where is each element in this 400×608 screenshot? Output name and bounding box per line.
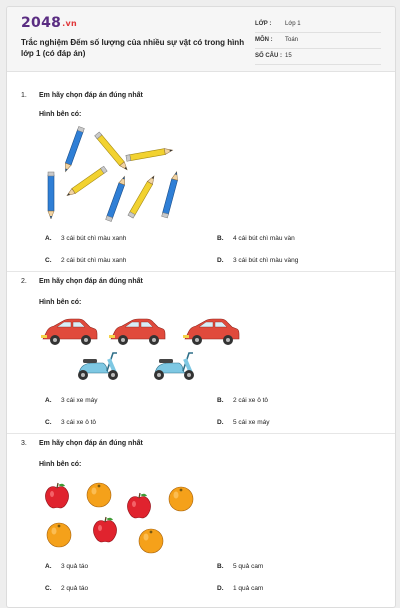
question-number: 2.: [21, 278, 27, 285]
answer-option-a[interactable]: [45, 561, 88, 573]
answer-option-a[interactable]: [45, 233, 126, 245]
pencil-yellow: [128, 174, 157, 218]
car-red: [41, 319, 97, 345]
option-letter: D.: [217, 585, 224, 592]
site-logo[interactable]: [21, 15, 77, 31]
option-letter: B.: [217, 397, 224, 404]
option-letter: D.: [217, 419, 224, 426]
meta-row-subject: [255, 33, 381, 49]
meta-key: MÔN :: [255, 37, 273, 43]
option-text: 3 cái xe ô tô: [61, 419, 97, 426]
pencil-yellow: [126, 147, 173, 161]
question-sub: Hình bên có:: [39, 299, 82, 306]
option-text: 1 quả cam: [233, 585, 264, 592]
answer-option-b[interactable]: [217, 395, 268, 407]
meta-key: LỚP :: [255, 21, 272, 27]
option-text: 3 quả táo: [61, 563, 89, 570]
car-red: [109, 319, 165, 345]
orange: [139, 529, 163, 553]
apple: [127, 493, 150, 518]
option-text: 5 cái xe máy: [233, 419, 270, 426]
option-text: 2 quả táo: [61, 585, 89, 592]
question-prompt: Em hãy chọn đáp án đúng nhất: [39, 92, 143, 99]
question-2: [21, 275, 383, 426]
option-text: 5 quả cam: [233, 563, 264, 570]
meta-row-count: [255, 49, 381, 65]
section-divider: [7, 271, 395, 272]
option-letter: C.: [45, 257, 52, 264]
answer-option-d[interactable]: [217, 417, 270, 429]
meta-value: Toán: [285, 37, 299, 43]
meta-value: Lớp 1: [285, 21, 301, 27]
worksheet-page: [6, 6, 396, 608]
question-sub: Hình bên có:: [39, 111, 82, 118]
pencil-yellow: [95, 132, 130, 172]
pencil-blue: [106, 175, 128, 221]
apple: [45, 483, 68, 508]
fruits-image: [43, 481, 203, 553]
answer-option-a[interactable]: [45, 395, 98, 407]
question-prompt: Em hãy chọn đáp án đúng nhất: [39, 278, 143, 285]
option-letter: A.: [45, 397, 52, 404]
apple: [93, 517, 116, 542]
answer-option-d[interactable]: [217, 255, 298, 267]
question-header: [21, 89, 383, 103]
pencil-blue: [63, 126, 85, 172]
pencils-image: [45, 131, 205, 225]
question-number: 3.: [21, 440, 27, 447]
option-text: 4 cái bút chì màu vàn: [233, 235, 295, 242]
option-text: 2 cái xe ô tô: [233, 397, 269, 404]
option-text: 3 cái xe máy: [61, 397, 98, 404]
option-letter: D.: [217, 257, 224, 264]
scooter-blue: [154, 353, 194, 380]
meta-row-class: [255, 17, 381, 33]
orange: [47, 523, 71, 547]
option-letter: A.: [45, 235, 52, 242]
answer-option-c[interactable]: [45, 417, 96, 429]
pencil-blue: [162, 171, 180, 218]
question-sub: Hình bên có:: [39, 461, 82, 468]
option-letter: C.: [45, 585, 52, 592]
option-letter: B.: [217, 563, 224, 570]
orange: [169, 487, 193, 511]
section-divider: [7, 433, 395, 434]
pencil-yellow: [65, 166, 107, 198]
question-number: 1.: [21, 92, 27, 99]
option-letter: A.: [45, 563, 52, 570]
answer-option-b[interactable]: [217, 561, 263, 573]
option-letter: C.: [45, 419, 52, 426]
car-red: [183, 319, 239, 345]
worksheet-header: [7, 7, 395, 72]
orange: [87, 483, 111, 507]
answer-option-c[interactable]: [45, 255, 126, 267]
meta-table: [255, 17, 381, 65]
option-text: 3 cái bút chì màu vàng: [233, 257, 299, 264]
meta-key: SỐ CÂU :: [255, 53, 282, 59]
answer-option-b[interactable]: [217, 233, 295, 245]
option-text: 3 cái bút chì màu xanh: [61, 235, 127, 242]
question-3: [21, 437, 383, 592]
question-prompt: Em hãy chọn đáp án đúng nhất: [39, 440, 143, 447]
question-header: [21, 275, 383, 289]
scooter-blue: [78, 353, 118, 380]
meta-value: 15: [285, 53, 292, 59]
option-letter: B.: [217, 235, 224, 242]
question-1: [21, 89, 383, 264]
answer-option-d[interactable]: [217, 583, 263, 595]
question-header: [21, 437, 383, 451]
logo-number: 2048: [21, 15, 62, 31]
option-text: 2 cái bút chì màu xanh: [61, 257, 127, 264]
document-title: Trắc nghiệm Đếm số lượng của nhiều sự vật có trong hình lớp 1 (có đáp án): [21, 38, 245, 58]
pencil-blue: [48, 172, 54, 219]
answer-option-c[interactable]: [45, 583, 88, 595]
vehicles-image: [41, 317, 251, 387]
logo-suffix: .vn: [62, 19, 78, 28]
